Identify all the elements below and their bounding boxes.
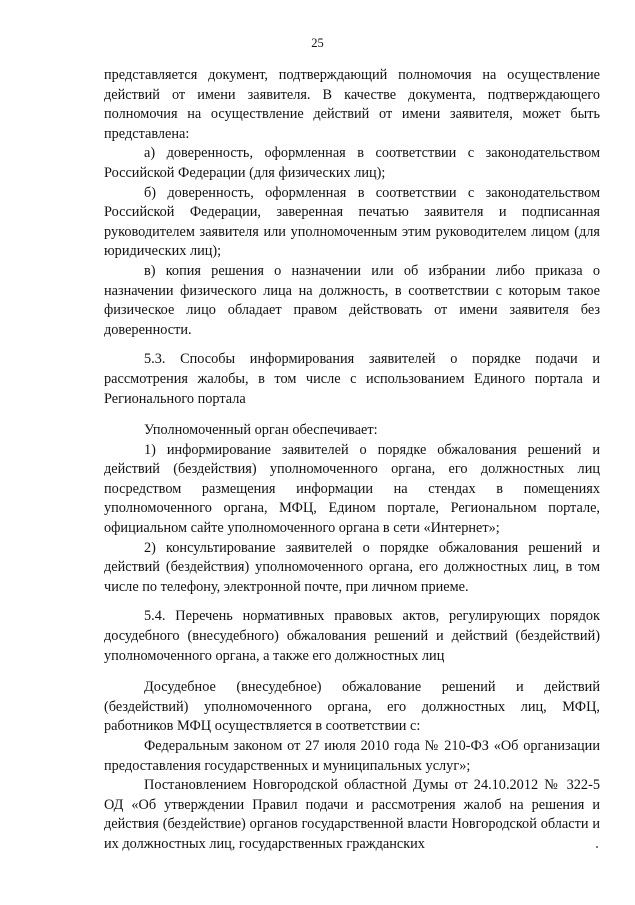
section-heading-5-4: 5.4. Перечень нормативных правовых актов, регулирующих порядок досудебного (внесудебного) обжалования решений и действий (бездействий) уполномоченного органа, а также его должностных лиц (104, 608, 600, 664)
paragraph-appeal-basis: Досудебное (внесудебное) обжалование решений и действий (бездействий) уполномоченного органа, его должностных лиц, МФЦ, работников МФЦ осуществляется в соответствии с: (104, 679, 600, 735)
section-heading-5-3: 5.3. Способы информирования заявителей о порядке подачи и рассмотрения жалобы, в том числе с использованием Единого портала и Регионального портала (104, 351, 600, 407)
paragraph-item-a: а) доверенность, оформленная в соответствии с законодательством Российской Федерации (для физических лиц); (104, 145, 600, 181)
document-body (104, 66, 600, 855)
paragraph-item-1: 1) информирование заявителей о порядке обжалования решений и действий (бездействия) уполномоченного органа, его должностных лиц посредством размещения информации на стендах в помещениях уполномоченного органа, МФЦ, Едином портале, Региональном портале, официальном сайте уполномоченного органа в сети «Интернет»; (104, 441, 600, 537)
paragraph-authority-provides: Уполномоченный орган обеспечивает: (144, 422, 378, 439)
page-number: 25 (311, 36, 324, 50)
paragraph-continuation: представляется документ, подтверждающий полномочия на осуществление действий от имени заявителя. В качестве документа, подтверждающего полномочия на осуществление действий от имени заявителя, может быть представлена: (104, 67, 600, 142)
paragraph-item-2: 2) консультирование заявителей о порядке обжалования решений и действий (бездействия) уполномоченного органа, его должностных лиц, в том числе по телефону, электронной почте, при личном приеме. (104, 539, 600, 595)
paragraph-item-b: б) доверенность, оформленная в соответствии с законодательством Российской Федерации, заверенная печатью заявителя и подписанная руководителем заявителя или уполномоченным этим руководителем лицом (для юридических лиц); (104, 184, 600, 260)
paragraph-resolution: Постановлением Новгородской областной Думы от 24.10.2012 № 322-5 ОД «Об утверждении Правил подачи и рассмотрения жалоб на решения и действия (бездействие) органов государственной власти Новгородской области и их должностных лиц, государственных гражданских (104, 777, 600, 852)
scan-speck (596, 846, 598, 848)
paragraph-federal-law: Федеральным законом от 27 июля 2010 года № 210-ФЗ «Об организации предоставления государственных и муниципальных услуг»; (104, 738, 600, 774)
paragraph-item-v: в) копия решения о назначении или об избрании либо приказа о назначении физического лица на должность, в соответствии с которым такое физическое лицо обладает правом действовать от имени заявителя без доверенности. (104, 262, 600, 338)
